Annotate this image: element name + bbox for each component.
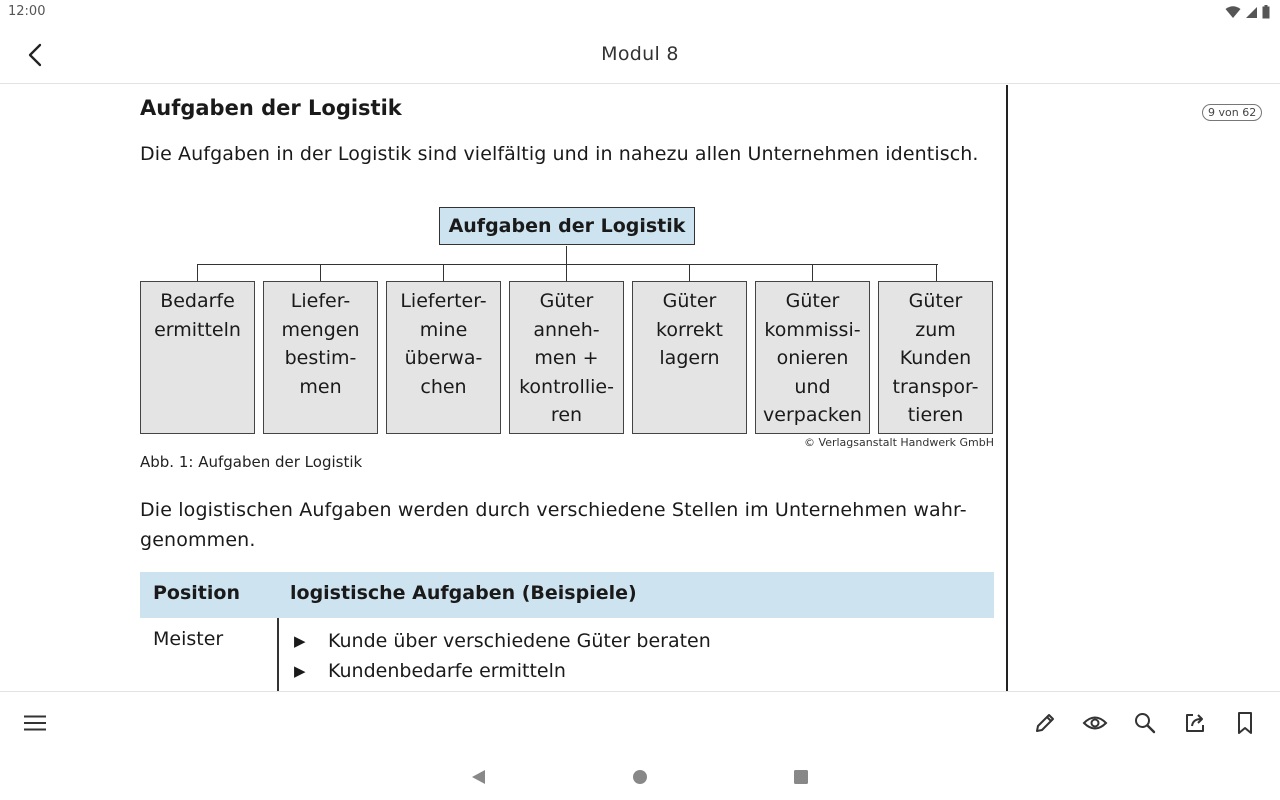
connector-line xyxy=(320,264,321,281)
task-box-line: ren xyxy=(550,404,583,426)
page-indicator-badge: 9 von 62 xyxy=(1202,104,1262,121)
task-box-line: Lieferter- xyxy=(400,290,487,312)
menu-icon xyxy=(23,714,47,732)
task-box-line: Bedarfe xyxy=(160,290,235,312)
task-box-line: mine xyxy=(419,318,468,341)
diagram-task-box xyxy=(263,281,378,434)
table-header xyxy=(140,572,994,618)
search-icon xyxy=(1133,711,1157,735)
connector-line xyxy=(443,264,444,281)
status-time: 12:00 xyxy=(8,4,46,19)
task-box-line: men + xyxy=(534,347,599,369)
diagram-task-box xyxy=(509,281,624,434)
task-box-line: Güter xyxy=(908,290,963,312)
list-item: ▶ Kundenbedarfe ermitteln xyxy=(290,656,711,686)
view-button[interactable] xyxy=(1080,708,1110,738)
section-heading: Aufgaben der Logistik xyxy=(140,96,402,120)
diagram-task-box xyxy=(878,281,993,434)
task-box-line: Liefer- xyxy=(290,290,351,312)
signal-icon xyxy=(1245,6,1258,19)
square-recents-icon xyxy=(793,769,809,785)
eye-icon xyxy=(1082,711,1108,735)
share-button[interactable] xyxy=(1180,708,1210,738)
task-box-line: bestim- xyxy=(284,347,357,369)
task-box-line: verpacken xyxy=(763,404,862,426)
app-bar xyxy=(0,26,1280,84)
task-box-line: chen xyxy=(420,375,467,398)
task-box-line: lagern xyxy=(659,347,720,369)
connector-line xyxy=(197,264,938,265)
search-button[interactable] xyxy=(1130,708,1160,738)
diagram-task-box xyxy=(632,281,747,434)
task-box-line: men xyxy=(299,375,342,398)
task-box-line: zum xyxy=(915,318,956,341)
image-credit: © Verlagsanstalt Handwerk GmbH xyxy=(804,436,994,449)
task-box-line: tieren xyxy=(907,404,964,426)
task-box-line: Kunden xyxy=(899,347,972,369)
table-header-position: Position xyxy=(153,582,240,604)
wifi-icon xyxy=(1225,6,1241,19)
diagram-root-box: Aufgaben der Logistik xyxy=(439,207,695,245)
task-box-line: und xyxy=(794,375,831,398)
diagram-task-box xyxy=(386,281,501,434)
system-nav-bar xyxy=(0,753,1280,800)
logistics-diagram xyxy=(140,206,994,456)
task-box-line: anneh- xyxy=(533,318,600,341)
diagram-task-box xyxy=(755,281,870,434)
list-item: ▶ Kunde über verschiedene Güter beraten xyxy=(290,626,711,656)
nav-recents-button[interactable] xyxy=(789,765,813,789)
annotate-button[interactable] xyxy=(1030,708,1060,738)
connector-line xyxy=(197,264,198,281)
bookmark-button[interactable] xyxy=(1230,708,1260,738)
table-cell-position: Meister xyxy=(153,628,224,650)
task-box-line: Güter xyxy=(662,290,717,312)
task-box-line: überwa- xyxy=(404,347,483,369)
share-icon xyxy=(1183,711,1207,735)
triangle-back-icon xyxy=(470,769,486,785)
menu-button[interactable] xyxy=(20,708,50,738)
connector-line xyxy=(566,264,567,281)
task-box-line: korrekt xyxy=(656,318,723,341)
connector-line xyxy=(936,264,937,281)
app-title: Modul 8 xyxy=(601,43,679,65)
nav-home-button[interactable] xyxy=(628,765,652,789)
circle-home-icon xyxy=(632,769,648,785)
battery-icon xyxy=(1262,5,1270,19)
pencil-icon xyxy=(1033,711,1057,735)
document-page xyxy=(0,85,1008,691)
connector-line xyxy=(812,264,813,281)
figure-caption: Abb. 1: Aufgaben der Logistik xyxy=(140,453,363,471)
table-header-tasks: logistische Aufgaben (Beispiele) xyxy=(290,582,637,604)
nav-back-button[interactable] xyxy=(466,765,490,789)
task-box-line: mengen xyxy=(281,318,360,341)
connector-line xyxy=(566,246,567,264)
task-box-line: kommissi- xyxy=(764,318,861,341)
bookmark-icon xyxy=(1235,711,1255,735)
bottom-toolbar xyxy=(0,691,1280,753)
task-box-line: onieren xyxy=(776,347,849,369)
task-box-line: Güter xyxy=(785,290,840,312)
task-box-line: Güter xyxy=(539,290,594,312)
status-icons xyxy=(1225,5,1270,19)
task-box-line: ermitteln xyxy=(154,318,241,341)
connector-line xyxy=(689,264,690,281)
body-paragraph: Die logistischen Aufgaben werden durch verschiedene Stellen im Unternehmen wahr-genommen. xyxy=(140,499,967,551)
document-viewer[interactable] xyxy=(0,85,1280,691)
intro-text: Die Aufgaben in der Logistik sind vielfältig und in nahezu allen Unternehmen identisch. xyxy=(140,143,979,165)
status-bar xyxy=(0,0,1280,26)
task-box-line: kontrollie- xyxy=(519,375,614,398)
task-box-line: transpor- xyxy=(892,375,979,398)
diagram-task-box xyxy=(140,281,255,434)
